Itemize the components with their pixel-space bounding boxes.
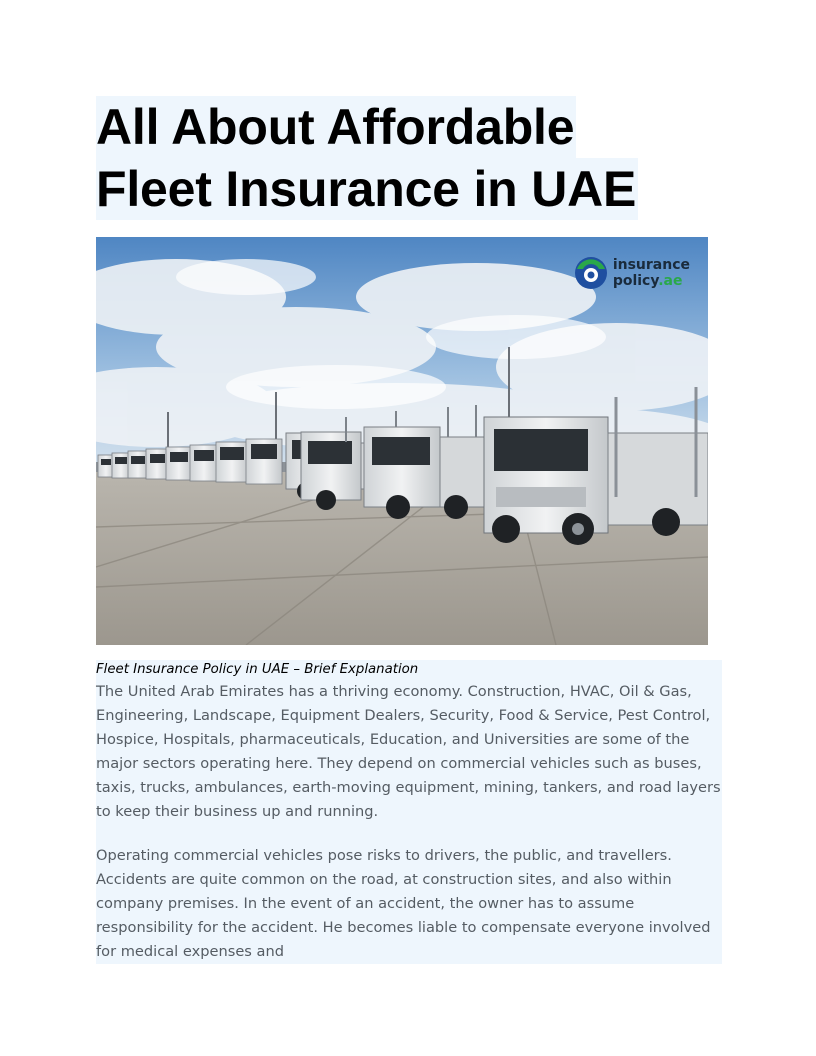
title-line-2: Fleet Insurance in UAE xyxy=(96,158,638,220)
logo-line-1: insurance xyxy=(612,257,690,273)
logo-mark-icon xyxy=(573,255,609,291)
hero-image-fleet-trucks xyxy=(96,237,708,645)
paragraph-1: The United Arab Emirates has a thriving economy. Construction, HVAC, Oil & Gas, Engineering, Landscape, Equipment Dealers, Security, Food & Service, Pest Control, Hospice, Hospitals, pharmaceuticals, Education, and Universities are some of the major sectors operating here. They depend on commercial vehicles such as buses, taxis, trucks, ambulances, earth-moving equipment, mining, tankers, and road layers to keep their business up and running. xyxy=(96,683,721,820)
fleet-trucks-photo xyxy=(96,237,708,645)
paragraph-2: Operating commercial vehicles pose risks to drivers, the public, and travellers. Accidents are quite common on the road, at construction sites, and also within company premises. In the event of an accident, the owner has to assume responsibility for the accident. He becomes liable to compensate everyone involved for medical expenses and xyxy=(96,847,711,960)
article-title xyxy=(96,96,638,220)
insurancepolicy-logo xyxy=(573,255,690,291)
article-body xyxy=(96,660,722,964)
title-line-1: All About Affordable xyxy=(96,96,576,158)
image-caption: Fleet Insurance Policy in UAE – Brief Explanation xyxy=(96,662,419,677)
logo-line-2: policy.ae xyxy=(612,273,683,289)
